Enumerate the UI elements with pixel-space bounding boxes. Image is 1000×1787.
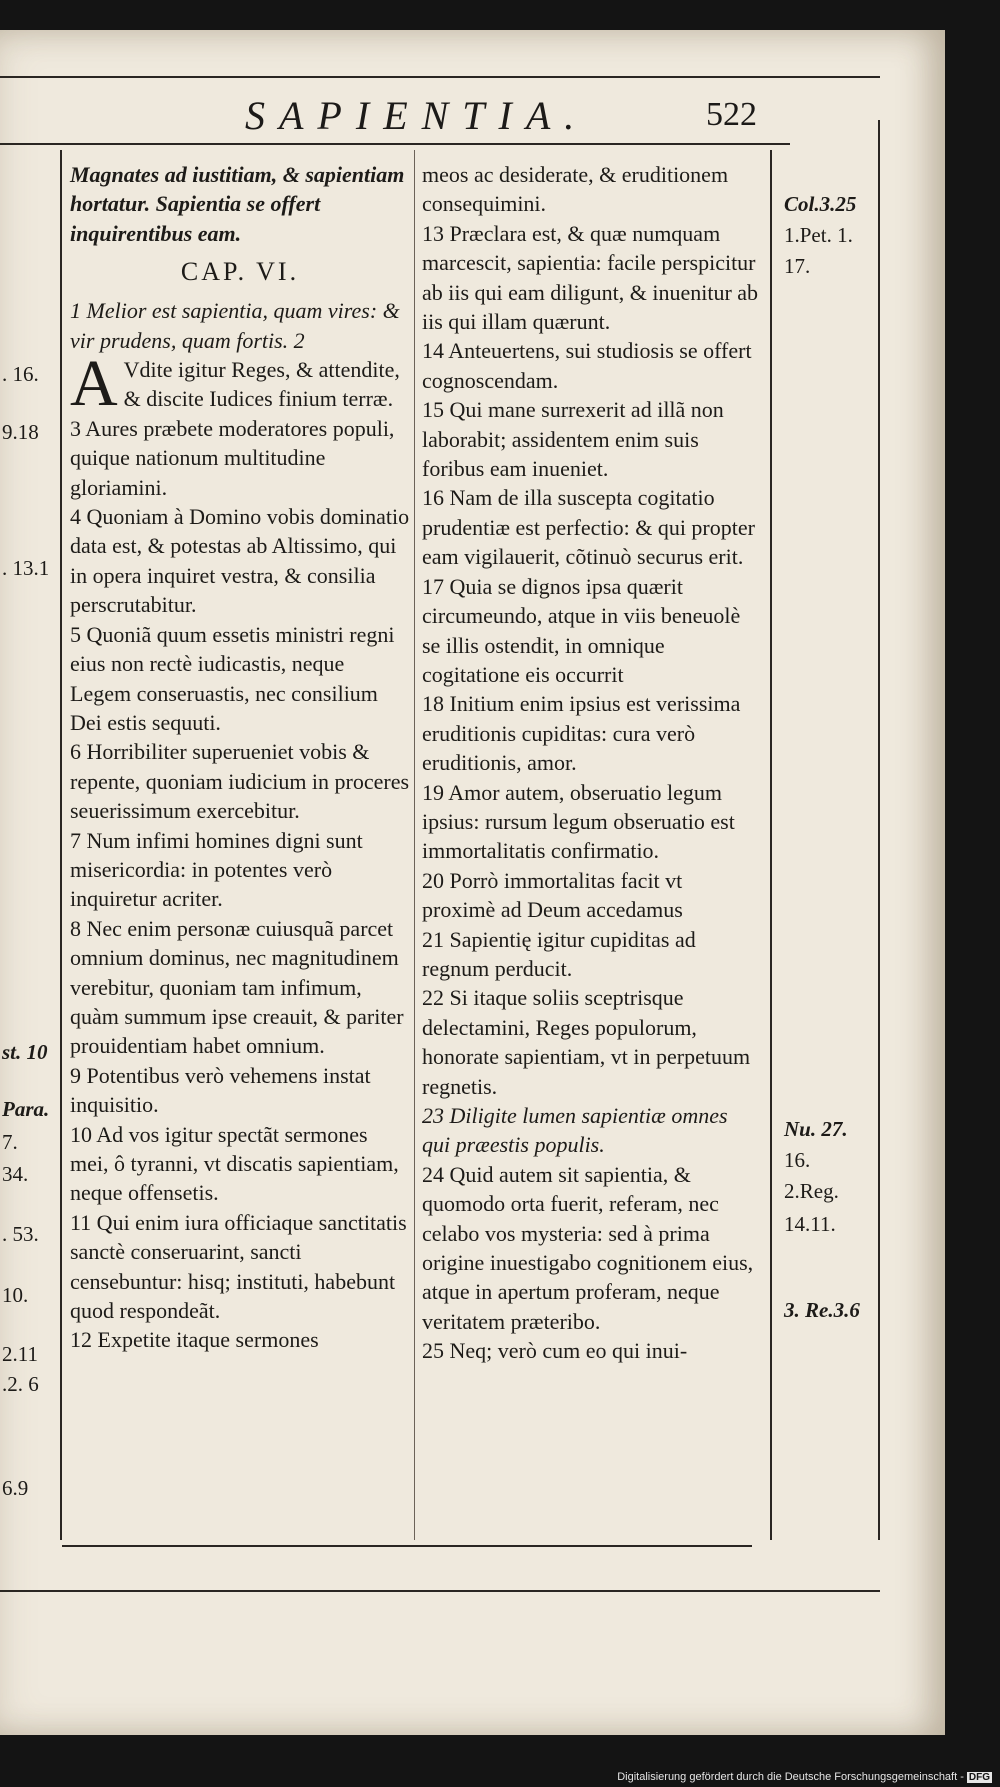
- verse-summary: 1 Melior est sapientia, quam vires: & vir prudens, quam fortis. 2: [70, 298, 400, 353]
- footer-credit: [617, 1771, 992, 1783]
- verse: 17 Quia se dignos ipsa quærit circumeundo, atque in viis beneuolè se illis ostendit, in omnique cogitatione eis occurrit: [422, 573, 741, 687]
- margin-ref: Para.: [2, 1097, 50, 1121]
- margin-ref: 2.Reg.: [784, 1179, 839, 1203]
- bottom-text-rule: [62, 1545, 752, 1547]
- chapter-heading: CAP. VI.: [180, 257, 300, 287]
- verse-summary: 23 Diligite lumen sapientiæ omnes qui præestis populis.: [422, 1103, 728, 1158]
- outer-right-rule: [878, 120, 880, 1540]
- verse: 13 Præclara est, & quæ numquam marcescit, sapientia: facile perspicitur ab iis qui eam diligunt, & inuenitur ab iis qui illam quærunt.: [422, 220, 759, 335]
- verse: 10 Ad vos igitur spectãt sermones mei, ô tyranni, vt discatis sapientiam, neque offensetis.: [70, 1121, 399, 1206]
- verse: 19 Amor autem, obseruatio legum ipsius: rursum legum obseruatio est immortalitatis confirmatio.: [422, 779, 735, 864]
- margin-ref: 2.11: [2, 1342, 38, 1366]
- verse: meos ac desiderate, & eruditionem consequimini.: [422, 162, 729, 217]
- verse: 3 Aures præbete moderatores populi, quique nationum multitudine gloriamini.: [70, 415, 395, 500]
- margin-ref: st. 10: [2, 1040, 48, 1064]
- margin-ref: 16.: [784, 1148, 811, 1172]
- margin-ref: Col.3.25: [784, 192, 857, 216]
- header-rule: [0, 143, 790, 145]
- dfg-logo-icon: DFG: [968, 1772, 990, 1783]
- margin-ref: 14.11.: [784, 1212, 836, 1236]
- margin-ref: . 16.: [2, 362, 39, 386]
- verse: 21 Sapientię igitur cupiditas ad regnum perducit.: [422, 926, 696, 981]
- verse: 18 Initium enim ipsius est verissima eruditionis cupiditas: cura verò eruditionis, amor.: [422, 691, 741, 776]
- verse: 8 Nec enim personæ cuiusquã parcet omnium dominus, nec magnitudinem verebitur, quoniam tam infimum, quàm summum ipse creauit, & pariter prouidentiam habet omnium.: [70, 915, 404, 1059]
- right-column-rule: [770, 150, 772, 1540]
- running-title: SAPIENTIA.: [245, 93, 589, 138]
- margin-ref: . 53.: [2, 1222, 39, 1246]
- verse: 14 Anteuertens, sui studiosis se offert cognoscendam.: [422, 338, 752, 393]
- bottom-rule: [0, 1590, 880, 1592]
- verse: 12 Expetite itaque sermones: [70, 1327, 319, 1353]
- margin-ref: 17.: [784, 254, 811, 278]
- left-column-rule: [60, 150, 62, 1540]
- margin-ref: 9.18: [2, 420, 39, 444]
- margin-ref: 10.: [2, 1283, 29, 1307]
- margin-ref: 34.: [2, 1162, 29, 1186]
- top-rule: [0, 76, 880, 78]
- verse: 15 Qui mane surrexerit ad illã non laborabit; assidentem enim suis foribus eam inueniet.: [422, 397, 724, 482]
- margin-ref: .2. 6: [2, 1372, 39, 1396]
- verse: 6 Horribiliter superueniet vobis & repente, quoniam iudicium in proceres seuerissimum exercebitur.: [70, 739, 410, 824]
- verse: 24 Quid autem sit sapientia, & quomodo orta fuerit, referam, nec celabo vos mysteria: sed à prima origine inuestigabo cognitionem eius, atque in apertum proferam, neque veritatem præteribo.: [422, 1161, 754, 1334]
- verse: 4 Quoniam à Domino vobis dominatio data est, & potestas ab Altissimo, qui in opera inquiret vestra, & consilia perscrutabitur.: [70, 504, 410, 618]
- right-text-column: [422, 160, 760, 1366]
- margin-ref: . 13.1: [2, 556, 50, 580]
- verse: 7 Num infimi homines digni sunt misericordia: in potentes verò inquiretur acriter.: [70, 827, 363, 912]
- drop-cap-initial: A: [70, 347, 118, 421]
- margin-ref: 7.: [2, 1130, 18, 1154]
- verse: 25 Neq; verò cum eo qui inui-: [422, 1338, 688, 1364]
- verse: 20 Porrò immortalitas facit vt proximè ad Deum accedamus: [422, 867, 683, 923]
- verse: 22 Si itaque soliis sceptrisque delectamini, Reges populorum, honorate sapientiam, vt in perpetuum regnetis.: [422, 985, 751, 1099]
- margin-ref: 1.Pet. 1.: [784, 223, 853, 247]
- verse: 16 Nam de illa suscepta cogitatio prudentiæ est perfectio: & qui propter eam vigilauerit, cõtinuò securus erit.: [422, 485, 755, 570]
- page-number: 522: [706, 96, 757, 133]
- center-column-rule: [414, 150, 415, 1540]
- left-text-column: [70, 160, 410, 1355]
- margin-ref: 6.9: [2, 1476, 29, 1500]
- margin-ref: 3. Re.3.6: [784, 1298, 860, 1322]
- chapter-summary: Magnates ad iustitiam, & sapientiam hortatur. Sapientia se offert inquirentibus eam.: [70, 162, 405, 246]
- verse: 11 Qui enim iura officiaque sanctitatis sanctè conseruarint, sancti censebuntur: hisq; instituti, habebunt quod respondeãt.: [70, 1209, 407, 1324]
- verse: 5 Quoniã quum essetis ministri regni eius non rectè iudicastis, neque Legem conseruastis, nec consilium Dei estis sequuti.: [70, 621, 395, 735]
- margin-ref: Nu. 27.: [784, 1117, 848, 1141]
- credit-text: Digitalisierung gefördert durch die Deutsche Forschungsgemeinschaft -: [617, 1771, 964, 1783]
- verse-first: [70, 347, 410, 421]
- verse: 9 Potentibus verò vehemens instat inquisitio.: [70, 1062, 371, 1118]
- verse-text: Vdite igitur Reges, & attendite, & discite Iudices finium terræ.: [123, 357, 400, 412]
